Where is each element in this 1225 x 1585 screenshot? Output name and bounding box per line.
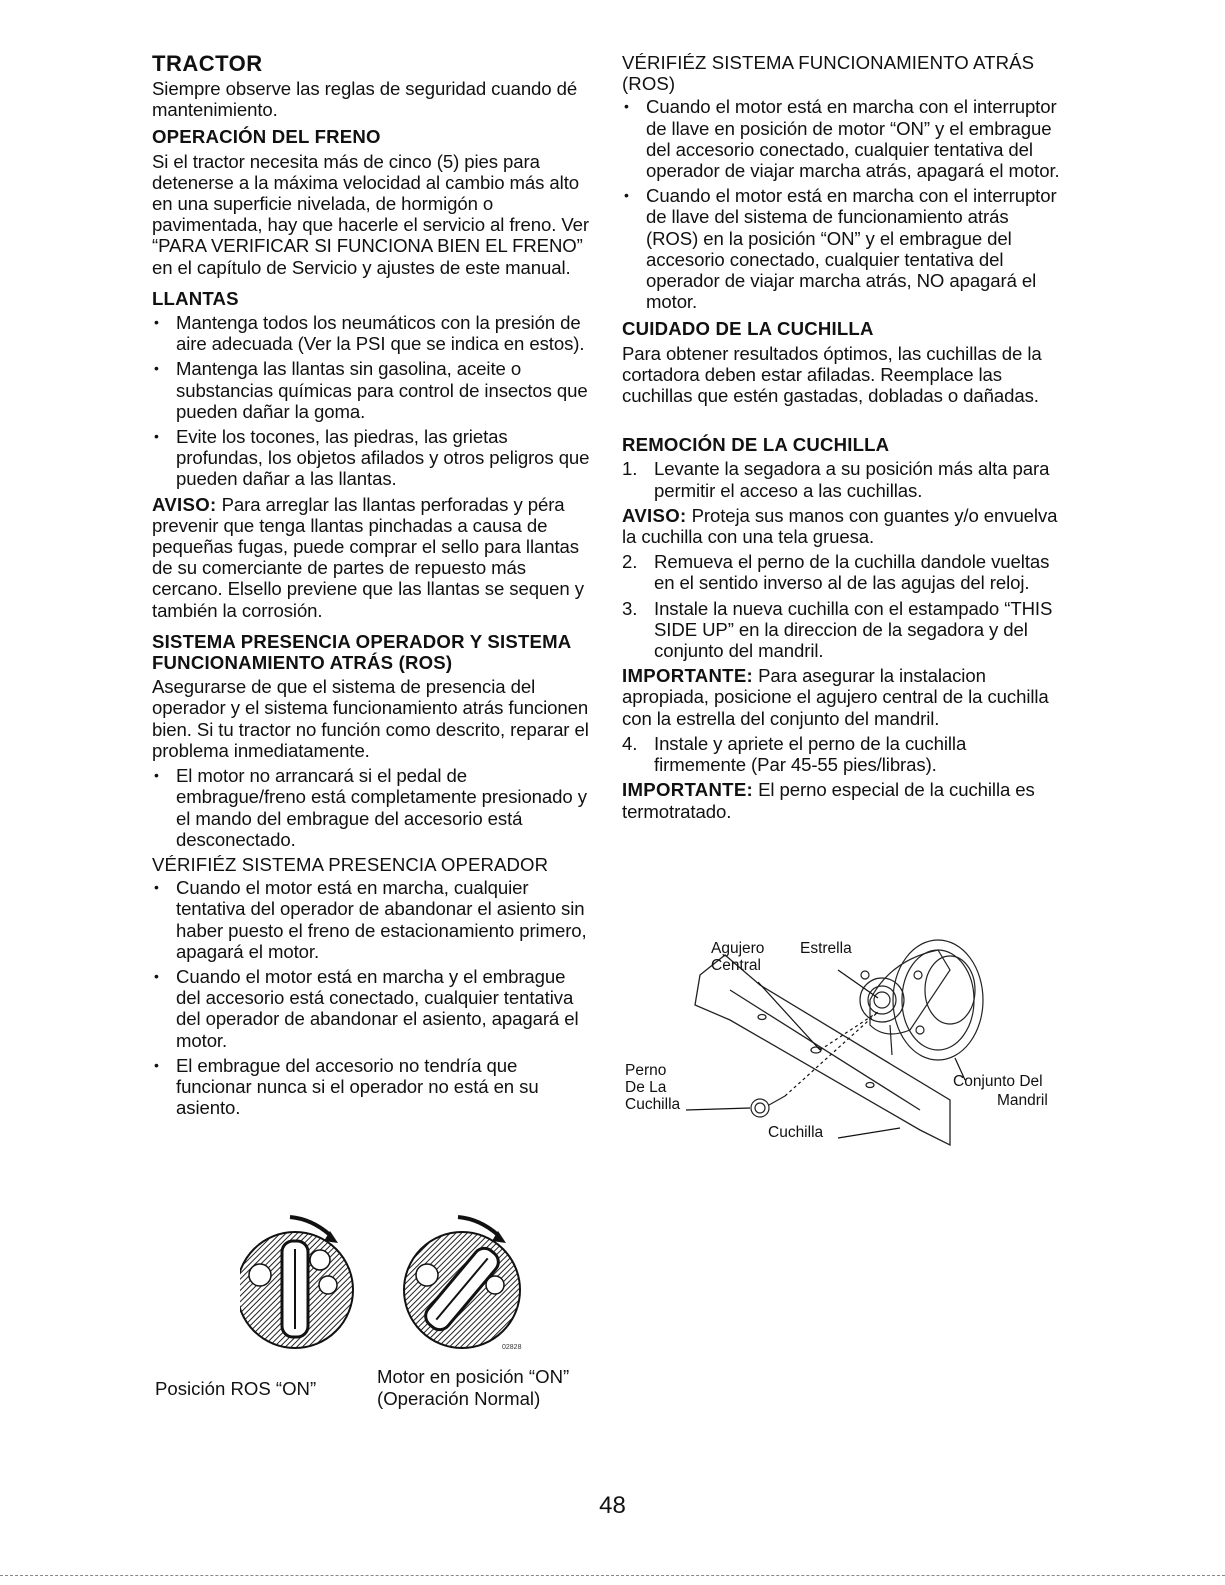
important-text: El perno especial de la cuchilla es termotratado. [622,779,1035,822]
label-conjunto: Conjunto Del [953,1073,1043,1090]
mandrel-assembly-icon [860,940,983,1060]
step-text: Instale y apriete el perno de la cuchilla firmemente (Par 45-55 pies/libras). [654,732,967,776]
caption-motor-on [377,1366,569,1410]
verify-ros-list [622,96,1062,312]
label-de-la: De La [625,1079,667,1096]
step-number: 4. [622,732,638,754]
ros-heading: SISTEMA PRESENCIA OPERADOR Y SISTEMA FUNCIONAMIENTO ATRÁS (ROS) [152,630,571,674]
ros-list [152,765,592,850]
blade-removal-heading: REMOCIÓN DE LA CUCHILLA [622,434,890,456]
label-central: Central [711,957,761,974]
list-item: • Cuando el motor está en marcha y el embrague del accesorio está conectado, cualquier tentativa del operador de abandonar el asiento, apagará el motor. [152,966,592,1051]
step-item [622,458,1062,500]
list-item: • Cuando el motor está en marcha con el interruptor de llave en posición de motor “ON” y el embrague del accesorio conectado, cualquier tentativa del operador de viajar marcha atrás, apagará el motor. [622,96,1062,181]
list-item: • El motor no arrancará si el pedal de embrague/freno está completamente presionado y el mando del embrague del accesorio está desconectado. [152,765,592,850]
list-item: • Cuando el motor está en marcha con el interruptor de llave del sistema de funcionamiento atrás (ROS) en la posición “ON” y el embrague del accesorio conectado, cualquier tentativa del operador de viajar marcha atrás, NO apagará el motor. [622,185,1062,312]
removal-steps-b [622,551,1062,661]
important-note-2 [622,779,1062,821]
page-number: 48 [599,1492,626,1519]
removal-steps-a [622,458,1062,500]
caption-ros-on: Posición ROS “ON” [155,1378,317,1399]
blade-diagram [620,930,1070,1160]
step-item [622,733,1062,775]
label-cuchilla: Cuchilla [768,1124,824,1141]
tires-heading: LLANTAS [152,287,239,309]
right-column [622,50,1062,826]
key-switch-ros-icon [240,1217,353,1348]
label-cuchilla-bolt: Cuchilla [625,1096,681,1113]
blade-care-text: Para obtener resultados óptimos, las cuchillas de la cortadora deben estar afiladas. Reemplace las cuchillas que estén gastadas, dobladas o dañadas. [622,342,1042,407]
label-perno: Perno [625,1062,667,1079]
key-switch-motor-icon [404,1217,520,1348]
label-agujero: Agujero [711,940,765,957]
left-column [152,50,592,1122]
verify-ros-heading: VÉRIFIÉZ SISTEMA FUNCIONAMIENTO ATRÁS (ROS) [622,52,1035,95]
caption-motor-line-1: Motor en posición “ON” [377,1366,570,1387]
step-number: 2. [622,551,638,573]
label-estrella: Estrella [800,940,852,957]
step-number: 3. [622,597,638,619]
bottom-divider [0,1575,1225,1576]
ros-text: Asegurarse de que el sistema de presencia del operador y el sistema funcionamiento atrás funcionen bien. Si tu tractor no función como descrito, reparar el problema inmediatamente. [152,676,589,761]
list-item: • Cuando el motor está en marcha, cualquier tentativa del operador de abandonar el asiento sin haber puesto el freno de estacionamiento primero, apagará el motor. [152,877,592,962]
important-label: IMPORTANTE: [622,779,754,801]
notice-text: Proteja sus manos con guantes y/o envuelva la cuchilla con una tela gruesa. [622,504,1058,548]
list-item: • Mantenga las llantas sin gasolina, aceite o substancias químicas para control de insectos que pueden dañar la goma. [152,358,592,422]
blade-bolt-icon [751,1096,785,1117]
blade-care-heading: CUIDADO DE LA CUCHILLA [622,318,874,340]
brake-text: Si el tractor necesita más de cinco (5) pies para detenerse a la máxima velocidad al cambio más alto en una superficie nivelada, de hormigón o pavimentada, hay que hacerle el servicio al freno. Ver “PARA VERIFICAR SI FUNCIONA BIEN EL FRENO” en el capítulo de Servicio y ajustes de este manual. [152,150,589,278]
step-text: Instale la nueva cuchilla con el estampado “THIS SIDE UP” en la direccion de la segadora y del conjunto del mandril. [654,597,1053,662]
important-note-1 [622,665,1062,729]
ros-key-switch-figure [240,1205,540,1355]
important-label: IMPORTANTE: [622,665,754,687]
list-item: • Evite los tocones, las piedras, las grietas profundas, los objetos afilados y otros peligros que pueden dañar a las llantas. [152,426,592,490]
blade-icon [695,955,950,1145]
intro-text: Siempre observe las reglas de seguridad cuando dé mantenimiento. [152,78,578,121]
label-mandril: Mandril [997,1092,1048,1109]
step-number: 1. [622,458,638,480]
verify-operator-heading: VÉRIFIÉZ SISTEMA PRESENCIA OPERADOR [152,853,549,875]
verify-operator-list [152,877,592,1118]
step-text: Remueva el perno de la cuchilla dandole vueltas en el sentido inverso al de las agujas del reloj. [654,551,1050,594]
tires-list [152,312,592,490]
brake-heading: OPERACIÓN DEL FRENO [152,126,381,148]
notice-label: AVISO: [152,493,217,515]
notice-text: Para arreglar las llantas perforadas y péra prevenir que tenga llantas pinchadas a causa de pequeñas fugas, puede comprar el sello para llantas de su comerciante de partes de repuesto más cercano. Elsello previene que las llantas se sequen y también la corrosión. [152,493,584,621]
figure-code: 02828 [502,1344,522,1351]
caption-motor-line-2: (Operación Normal) [377,1388,541,1409]
important-text: Para asegurar la instalacion apropiada, posicione el agujero central de la cuchilla con la estrella del conjunto del mandril. [622,665,1049,729]
step-item [622,598,1062,662]
tires-notice [152,494,592,621]
removal-notice [622,505,1062,547]
list-item: • El embrague del accesorio no tendría que funcionar nunca si el operador no está en su asiento. [152,1055,592,1119]
notice-label: AVISO: [622,504,687,526]
step-text: Levante la segadora a su posición más alta para permitir el acceso a las cuchillas. [654,458,1050,501]
page-title: TRACTOR [152,51,263,76]
removal-steps-c [622,733,1062,775]
step-item [622,551,1062,593]
list-item: • Mantenga todos los neumáticos con la presión de aire adecuada (Ver la PSI que se indica en estos). [152,312,592,354]
